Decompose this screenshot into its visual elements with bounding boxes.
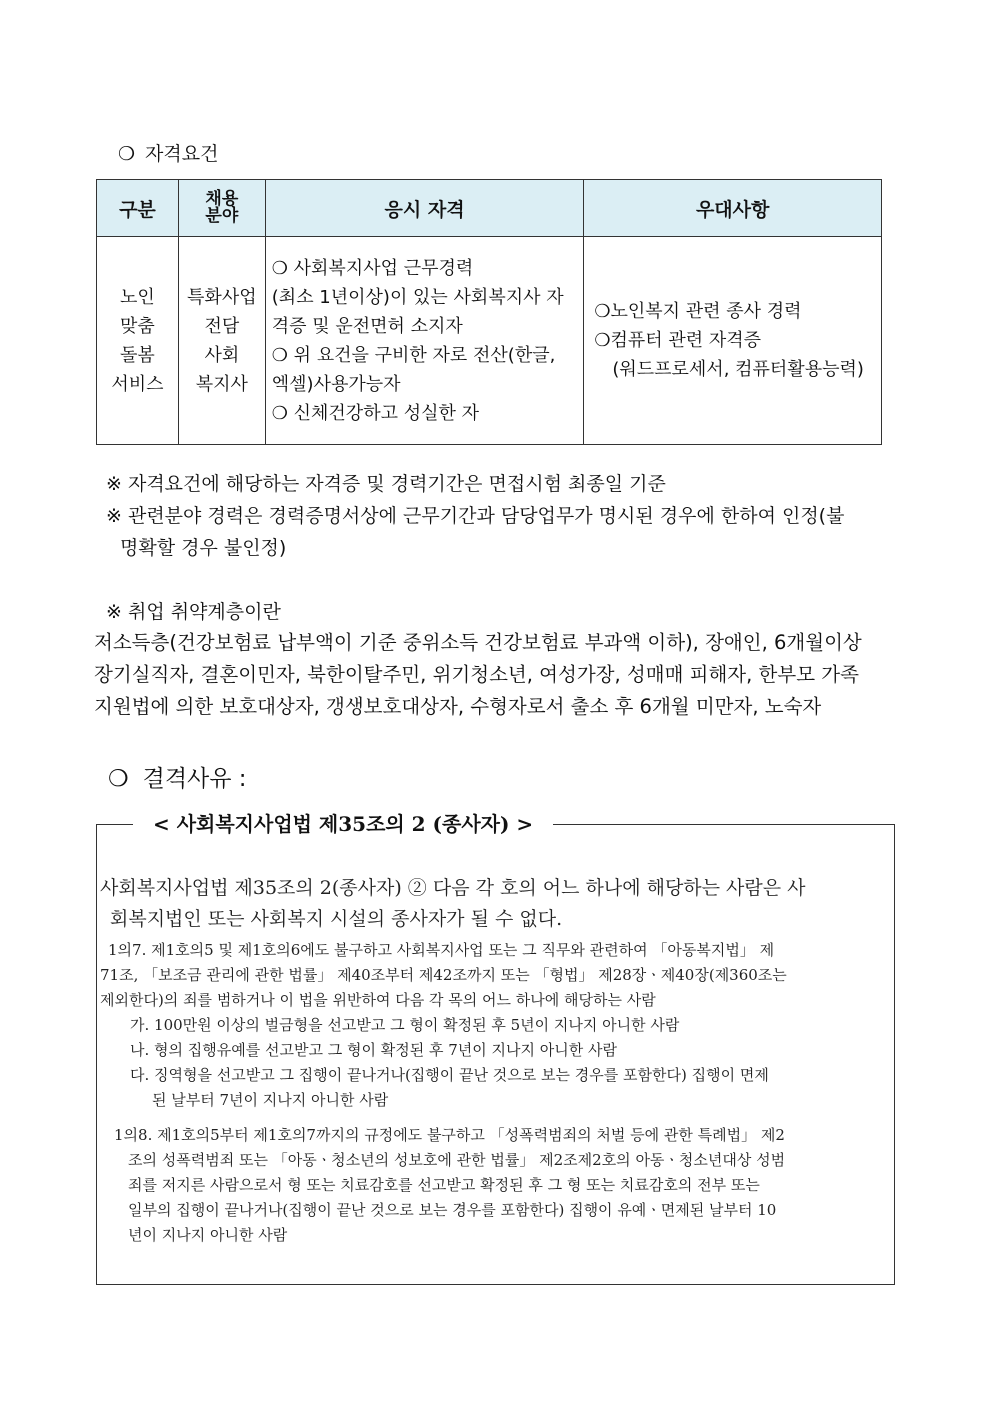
law-item-line: 조의 성폭력범죄 또는 「아동ㆍ청소년의 성보호에 관한 법률」 제2조제2호의 아동ㆍ청소년대상 성범 (128, 1151, 786, 1169)
law-sub-item: 가. 100만원 이상의 벌금형을 선고받고 그 형이 확정된 후 5년이 지나지 아니한 사람 (130, 1016, 680, 1034)
category-line: 노인 (120, 286, 155, 308)
law-item-line: 년이 지나지 아니한 사람 (128, 1226, 288, 1244)
qualification-notes (106, 468, 896, 564)
table-header-row (97, 180, 882, 237)
law-sub-item: 다. 징역형을 선고받고 그 집행이 끝나거나(집행이 끝난 것으로 보는 경우를 포함한다) 집행이 면제 (130, 1066, 769, 1084)
disqualification-heading-text: 결격사유 : (142, 766, 247, 792)
law-box-title: < 사회복지사업법 제35조의 2 (종사자) > (133, 806, 553, 842)
field-line: 전담 (204, 315, 240, 337)
vulnerable-line: 지원법에 의한 보호대상자, 갱생보호대상자, 수형자로서 출소 후 6개월 미만자, 노숙자 (94, 695, 822, 718)
header-category: 구분 (97, 180, 179, 237)
qualification-line: 엑셀)사용가능자 (271, 373, 401, 395)
header-field-line2: 분야 (205, 206, 239, 226)
cell-preference (584, 237, 882, 445)
circle-bullet-icon: ❍ (108, 766, 129, 792)
header-preference: 우대사항 (584, 180, 882, 237)
law-intro (100, 873, 892, 935)
circle-bullet-icon: ❍ (118, 143, 136, 165)
qualification-line: 격증 및 운전면허 소지자 (271, 315, 463, 337)
header-field (178, 180, 265, 237)
qualification-line: ❍ 신체건강하고 성실한 자 (271, 402, 479, 424)
qualification-line: ❍ 사회복지사업 근무경력 (271, 257, 474, 279)
category-line: 돌봄 (120, 344, 155, 366)
law-item-line: 71조, 「보조금 관리에 관한 법률」 제40조부터 제42조까지 또는 「형법」 제28장ㆍ제40장(제360조는 (100, 966, 787, 984)
note-line: ※ 관련분야 경력은 경력증명서상에 근무기간과 담당업무가 명시된 경우에 한하여 인정(불 (106, 505, 845, 527)
note-line: 명확할 경우 불인정) (120, 537, 287, 559)
law-item-line: 제외한다)의 죄를 범하거나 이 법을 위반하여 다음 각 목의 어느 하나에 해당하는 사람 (100, 991, 656, 1009)
law-item-line: 1의8. 제1호의5부터 제1호의7까지의 규정에도 불구하고 「성폭력범죄의 처벌 등에 관한 특례법」 제2 (114, 1126, 785, 1144)
qualification-heading-text: 자격요건 (145, 143, 219, 165)
law-item-line: 1의7. 제1호의5 및 제1호의6에도 불구하고 사회복지사업 또는 그 직무와 관련하여 「아동복지법」 제 (108, 941, 775, 959)
field-line: 특화사업 (187, 286, 257, 308)
field-line: 사회 (204, 344, 240, 366)
qualification-line: (최소 1년이상)이 있는 사회복지사 자 (271, 286, 564, 308)
law-intro-line: 회복지법인 또는 사회복지 시설의 종사자가 될 수 없다. (110, 908, 563, 930)
category-line: 맞춤 (120, 315, 155, 337)
law-item-line: 죄를 저지른 사람으로서 형 또는 치료감호를 선고받고 확정된 후 그 형 또는 치료감호의 전부 또는 (128, 1176, 760, 1194)
preference-line: ❍노인복지 관련 종사 경력 (594, 301, 802, 322)
law-sub-item: 나. 형의 집행유예를 선고받고 그 형이 확정된 후 7년이 지나지 아니한 사람 (130, 1041, 617, 1059)
cell-qualification (265, 237, 584, 445)
disqualification-heading (108, 760, 247, 793)
vulnerable-description (94, 627, 894, 723)
preference-line: ❍컴퓨터 관련 자격증 (594, 330, 762, 351)
category-line: 서비스 (111, 373, 164, 395)
vulnerable-line: 장기실직자, 결혼이민자, 북한이탈주민, 위기청소년, 여성가장, 성매매 피해자, 한부모 가족 (94, 663, 859, 686)
note-line: ※ 자격요건에 해당하는 자격증 및 경력기간은 면접시험 최종일 기준 (106, 473, 666, 495)
qualification-line: ❍ 위 요건을 구비한 자로 전산(한글, (271, 344, 556, 366)
header-field-line1: 채용 (205, 189, 239, 209)
field-line: 복지사 (195, 373, 248, 395)
vulnerable-line: 저소득층(건강보험료 납부액이 기준 중위소득 건강보험료 부과액 이하), 장애인, 6개월이상 (94, 631, 862, 654)
law-item-1-7 (100, 938, 892, 1113)
qualification-heading (118, 139, 218, 166)
table-row (97, 237, 882, 445)
law-item-line: 일부의 집행이 끝나거나(집행이 끝난 것으로 보는 경우를 포함한다) 집행이 유예ㆍ면제된 날부터 10 (128, 1201, 777, 1219)
law-item-1-8 (100, 1123, 892, 1248)
cell-category (97, 237, 179, 445)
law-sub-item: 된 날부터 7년이 지나지 아니한 사람 (152, 1091, 389, 1109)
law-intro-line: 사회복지사업법 제35조의 2(종사자) ② 다음 각 호의 어느 하나에 해당하는 사람은 사 (100, 877, 806, 899)
preference-line: (워드프로세서, 컴퓨터활용능력) (612, 359, 864, 380)
cell-field (178, 237, 265, 445)
vulnerable-heading: ※ 취업 취약계층이란 (106, 601, 281, 623)
qualification-table (96, 179, 882, 445)
header-qualification: 응시 자격 (265, 180, 584, 237)
